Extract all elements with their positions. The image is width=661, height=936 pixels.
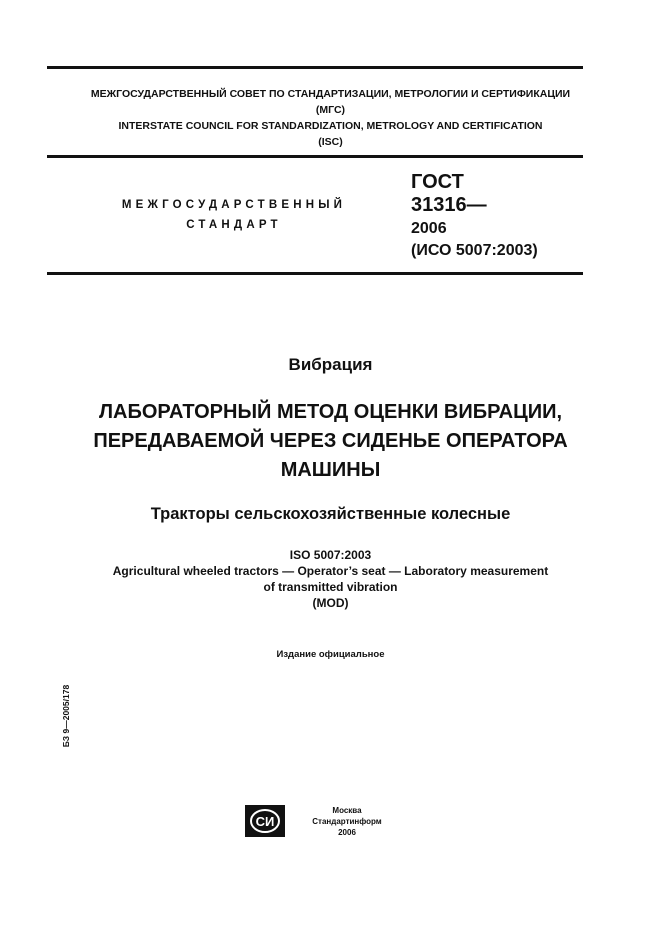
iso-mod: (MOD) — [312, 596, 349, 610]
standard-type — [108, 195, 360, 235]
iso-code: ISO 5007:2003 — [289, 548, 372, 562]
gost-label: ГОСТ — [411, 171, 464, 193]
gost-iso-ref: (ИСО 5007:2003) — [411, 242, 538, 259]
gost-year: 2006 — [411, 220, 447, 237]
council-header — [0, 86, 661, 150]
standard-type-line1: МЕЖГОСУДАРСТВЕННЫЙ — [121, 199, 347, 211]
council-en-line1: INTERSTATE COUNCIL FOR STANDARDIZATION, METROLOGY AND CERTIFICATION — [118, 120, 543, 132]
gost-designation — [411, 170, 538, 262]
main-title-line3: МАШИНЫ — [280, 459, 381, 481]
svg-text:СИ: СИ — [255, 814, 275, 829]
middle-rule — [47, 155, 583, 158]
council-ru-line2: (МГС) — [315, 104, 346, 116]
top-rule — [47, 66, 583, 69]
side-code: БЗ 9—2005/178 — [61, 684, 71, 748]
standard-type-line2: СТАНДАРТ — [186, 219, 282, 231]
council-en-line2: (ISC) — [318, 136, 343, 148]
subtitle: Тракторы сельскохозяйственные колесные — [150, 505, 511, 523]
gost-number: 31316— — [411, 194, 487, 216]
council-ru-line1: МЕЖГОСУДАРСТВЕННЫЙ СОВЕТ ПО СТАНДАРТИЗАЦИИ, МЕТРОЛОГИИ И СЕРТИФИКАЦИИ — [90, 88, 571, 100]
edition-note: Издание официальное — [276, 649, 385, 660]
iso-en-title-line2: of transmitted vibration — [263, 580, 398, 594]
lower-rule — [47, 272, 583, 275]
publisher-year: 2006 — [338, 828, 356, 837]
publisher-city: Москва — [332, 806, 362, 815]
category-title: Вибрация — [288, 355, 373, 374]
iso-block — [0, 547, 661, 611]
iso-en-title-line1: Agricultural wheeled tractors — Operator’s seat — Laboratory measurement — [112, 564, 549, 578]
main-title-line1: ЛАБОРАТОРНЫЙ МЕТОД ОЦЕНКИ ВИБРАЦИИ, — [98, 401, 563, 423]
main-title — [0, 398, 661, 485]
main-title-line2: ПЕРЕДАВАЕМОЙ ЧЕРЕЗ СИДЕНЬЕ ОПЕРАТОРА — [93, 430, 568, 452]
publisher-block — [300, 805, 394, 838]
publisher-name: Стандартинформ — [312, 817, 382, 826]
standartinform-logo-icon — [245, 805, 285, 837]
